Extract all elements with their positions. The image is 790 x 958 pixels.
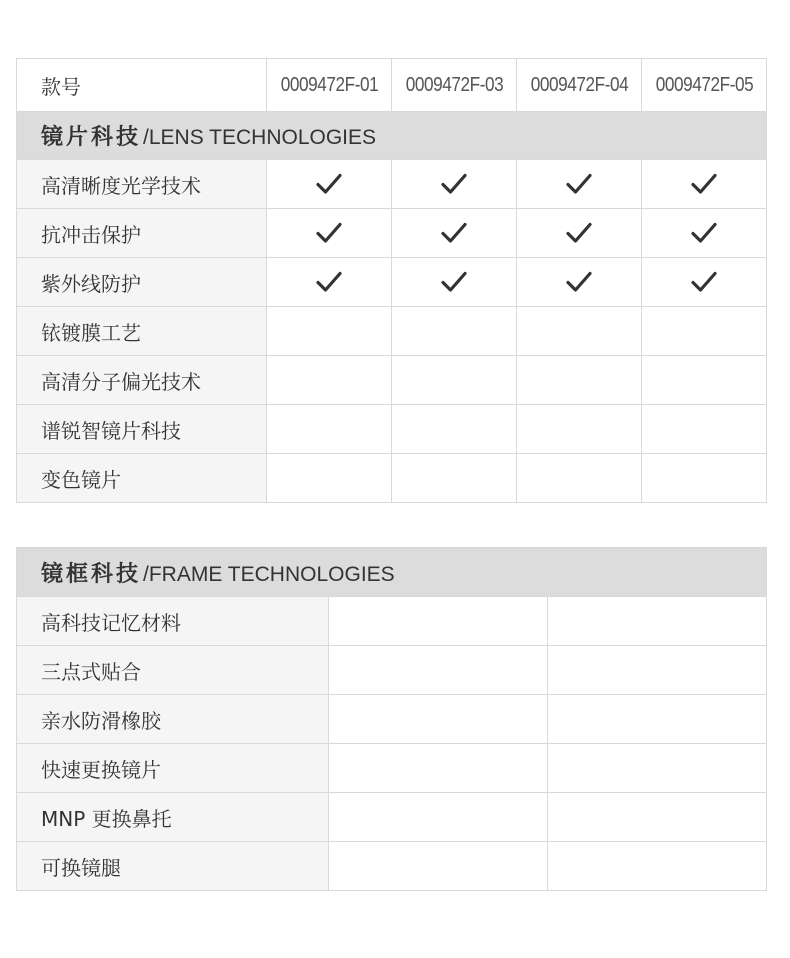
check-cell — [642, 258, 767, 307]
check-cell — [392, 258, 517, 307]
check-icon — [315, 270, 343, 294]
empty-cell — [267, 356, 392, 405]
feature-label: 三点式贴合 — [17, 646, 329, 695]
frame-section-title-cn: 镜框科技 — [41, 561, 142, 587]
model-header-row — [17, 59, 767, 112]
empty-cell — [642, 356, 767, 405]
empty-cell — [392, 356, 517, 405]
empty-cell — [392, 454, 517, 503]
check-icon — [565, 270, 593, 294]
empty-cell — [392, 405, 517, 454]
empty-cell — [548, 597, 767, 646]
check-cell — [642, 160, 767, 209]
table-row — [17, 307, 767, 356]
table-row — [17, 695, 767, 744]
empty-cell — [267, 454, 392, 503]
empty-cell — [267, 405, 392, 454]
empty-cell — [642, 405, 767, 454]
empty-cell — [329, 695, 548, 744]
lens-feature-list — [17, 160, 767, 503]
table-row — [17, 793, 767, 842]
table-row — [17, 597, 767, 646]
check-icon — [440, 221, 468, 245]
feature-label: MNP 更换鼻托 — [17, 793, 329, 842]
check-cell — [392, 209, 517, 258]
table-row — [17, 744, 767, 793]
empty-cell — [517, 454, 642, 503]
frame-technologies-table — [16, 547, 767, 891]
lens-section-title-cn: 镜片科技 — [41, 125, 142, 150]
table-row — [17, 646, 767, 695]
feature-label: 抗冲击保护 — [17, 209, 267, 258]
check-cell — [392, 160, 517, 209]
check-cell — [517, 258, 642, 307]
table-row — [17, 258, 767, 307]
feature-label: 亲水防滑橡胶 — [17, 695, 329, 744]
check-icon — [690, 270, 718, 294]
model-number: 0009472F-04 — [525, 59, 633, 112]
empty-cell — [329, 842, 548, 891]
empty-cell — [642, 307, 767, 356]
empty-cell — [517, 356, 642, 405]
table-row — [17, 842, 767, 891]
check-cell — [267, 209, 392, 258]
lens-section-title-en: /LENS TECHNOLOGIES — [143, 126, 377, 149]
empty-cell — [329, 744, 548, 793]
empty-cell — [517, 405, 642, 454]
frame-section-header — [17, 548, 767, 597]
check-cell — [267, 258, 392, 307]
empty-cell — [548, 842, 767, 891]
empty-cell — [517, 307, 642, 356]
check-cell — [517, 160, 642, 209]
empty-cell — [329, 793, 548, 842]
frame-section-title-en: /FRAME TECHNOLOGIES — [143, 562, 395, 586]
check-icon — [690, 221, 718, 245]
feature-label: 高清分子偏光技术 — [17, 356, 267, 405]
check-cell — [267, 160, 392, 209]
feature-label: 高清晰度光学技术 — [17, 160, 267, 209]
check-icon — [440, 270, 468, 294]
feature-label: 铱镀膜工艺 — [17, 307, 267, 356]
check-icon — [440, 172, 468, 196]
frame-feature-list — [17, 597, 767, 891]
model-label: 款号 — [17, 59, 267, 112]
check-cell — [517, 209, 642, 258]
model-number: 0009472F-01 — [275, 59, 383, 112]
table-row — [17, 405, 767, 454]
empty-cell — [548, 646, 767, 695]
feature-label: 高科技记忆材料 — [17, 597, 329, 646]
check-icon — [315, 221, 343, 245]
feature-label: 快速更换镜片 — [17, 744, 329, 793]
check-icon — [690, 172, 718, 196]
check-cell — [642, 209, 767, 258]
empty-cell — [392, 307, 517, 356]
check-icon — [315, 172, 343, 196]
table-row — [17, 160, 767, 209]
lens-technologies-table — [16, 58, 767, 503]
lens-section-header — [17, 112, 767, 160]
model-number: 0009472F-05 — [650, 59, 758, 112]
table-row — [17, 356, 767, 405]
empty-cell — [329, 597, 548, 646]
table-row — [17, 209, 767, 258]
empty-cell — [267, 307, 392, 356]
empty-cell — [329, 646, 548, 695]
table-row — [17, 454, 767, 503]
empty-cell — [548, 695, 767, 744]
feature-label: 可换镜腿 — [17, 842, 329, 891]
check-icon — [565, 221, 593, 245]
feature-label: 谱锐智镜片科技 — [17, 405, 267, 454]
model-number: 0009472F-03 — [400, 59, 508, 112]
check-icon — [565, 172, 593, 196]
feature-label: 紫外线防护 — [17, 258, 267, 307]
feature-label: 变色镜片 — [17, 454, 267, 503]
empty-cell — [548, 744, 767, 793]
empty-cell — [548, 793, 767, 842]
empty-cell — [642, 454, 767, 503]
